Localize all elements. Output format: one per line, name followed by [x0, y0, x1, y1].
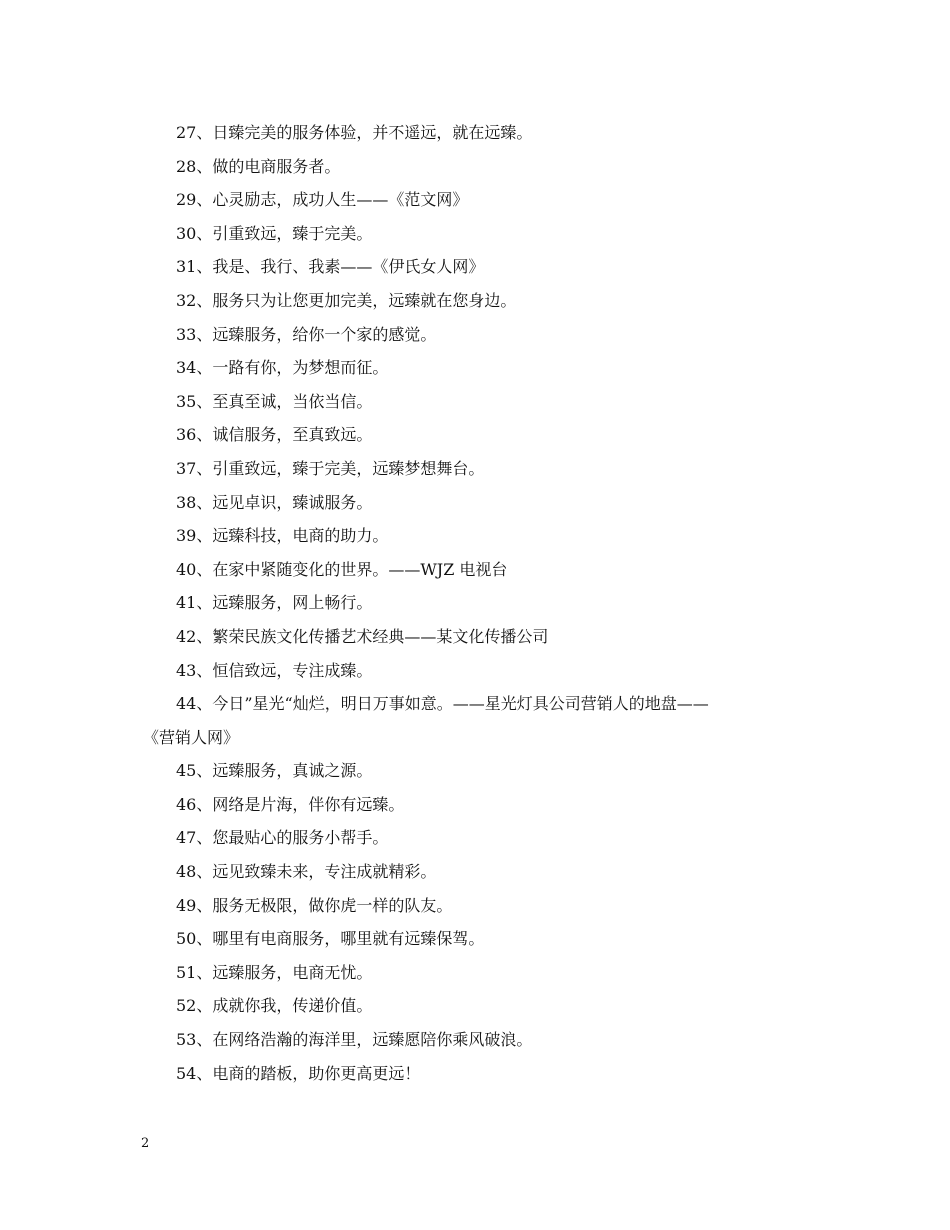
list-item: 52、成就你我，传递价值。 [176, 996, 373, 1016]
page-number: 2 [141, 1136, 150, 1151]
list-item: 46、网络是片海，伴你有远臻。 [176, 794, 405, 814]
list-item: 54、电商的踏板，助你更高更远！ [176, 1063, 421, 1083]
slogan-list [143, 116, 823, 1090]
list-item: 30、引重致远，臻于完美。 [176, 223, 373, 243]
list-item: 43、恒信致远，专注成臻。 [176, 660, 373, 680]
list-item: 37、引重致远，臻于完美，远臻梦想舞台。 [176, 458, 485, 478]
list-item: 51、远臻服务，电商无忧。 [176, 962, 373, 982]
list-item: 35、至真至诚，当依当信。 [176, 391, 373, 411]
list-item: 50、哪里有电商服务，哪里就有远臻保驾。 [176, 929, 485, 949]
list-item: 40、在家中紧随变化的世界。——WJZ 电视台 [176, 559, 508, 579]
list-item: 27、日臻完美的服务体验，并不遥远，就在远臻。 [176, 123, 533, 142]
list-item: 48、远见致臻未来，专注成就精彩。 [176, 862, 437, 882]
list-item: 42、繁荣民族文化传播艺术经典——某文化传播公司 [176, 626, 549, 646]
list-item: 41、远臻服务，网上畅行。 [176, 593, 373, 613]
list-item: 29、心灵励志，成功人生——《范文网》 [176, 190, 469, 210]
list-item: 39、远臻科技，电商的助力。 [176, 526, 389, 546]
list-item: 31、我是、我行、我素——《伊氏女人网》 [176, 257, 485, 277]
list-item: 44、今日”星光“灿烂，明日万事如意。——星光灯具公司营销人的地盘—— [176, 694, 709, 714]
list-item: 28、做的电商服务者。 [176, 156, 341, 176]
list-item: 47、您最贴心的服务小帮手。 [176, 828, 389, 848]
list-item: 34、一路有你，为梦想而征。 [176, 358, 389, 378]
list-item: 32、服务只为让您更加完美，远臻就在您身边。 [176, 290, 517, 310]
list-item: 49、服务无极限，做你虎一样的队友。 [176, 895, 453, 915]
list-item: 38、远见卓识，臻诚服务。 [176, 492, 373, 512]
list-item-continuation: 《营销人网》 [143, 727, 240, 747]
list-item: 36、诚信服务，至真致远。 [176, 425, 373, 445]
list-item: 53、在网络浩瀚的海洋里，远臻愿陪你乘风破浪。 [176, 1030, 533, 1050]
list-item: 33、远臻服务，给你一个家的感觉。 [176, 324, 437, 344]
list-item: 45、远臻服务，真诚之源。 [176, 761, 373, 781]
